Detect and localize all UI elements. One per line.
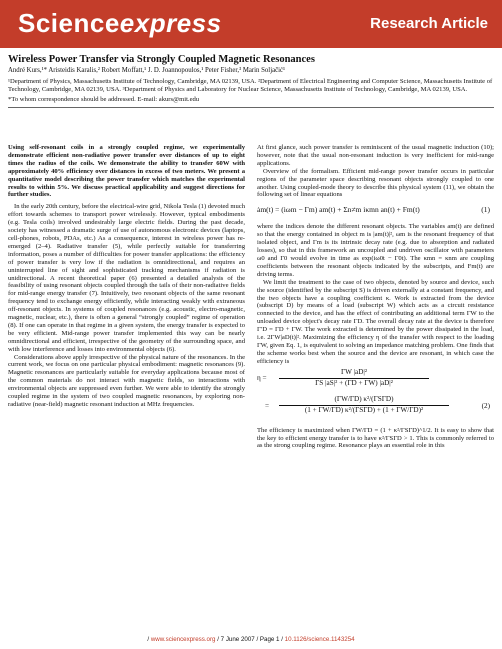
- equation-2-denominator-1: ΓS |aS|² + (ΓD + ΓW) |aD|²: [315, 378, 393, 387]
- efficiency-paragraph: The efficiency is maximized when ΓW/ΓD = (1 + κ²/ΓSΓD)^1/2. It is easy to show that the key to efficient energy transfer is to have κ²/ΓSΓD > 1. This is commonly referred to as the strong coupling regime. Resonance plays an essential role in this: [257, 426, 494, 450]
- equation-1: [257, 202, 494, 220]
- equation-2-numerator-2: (ΓW/ΓD) κ²/(ΓSΓD): [334, 394, 394, 403]
- page-footer: [0, 636, 502, 643]
- equation-2: [257, 369, 494, 425]
- right-column: [257, 144, 494, 450]
- equals-sign: =: [265, 401, 270, 410]
- left-column: [8, 144, 245, 409]
- equation-2-numerator-1: ΓW |aD|²: [340, 367, 368, 376]
- induction-paragraph: At first glance, such power transfer is reminiscent of the usual magnetic induction (10); however, note that the usual non-resonant induction is very inefficient for mid-range applications.: [257, 144, 494, 167]
- variables-paragraph: where the indices denote the different resonant objects. The variables am(t) are defined so that the energy contained in object m is |am(t)|², ωm is the resonant frequency of that isolated object, and Γm is its intrinsic decay rate (e.g. due to absorption and radiated losses), so that in this framework an uncoupled and undriven oscillator with parameters ω0 and Γ0 would evolve in time as exp(iω0t − Γ0t). The κmn = κnm are coupling coefficients between the resonant objects indicated by the subscripts, and Fm(t) are driving terms.: [257, 223, 494, 278]
- formalism-paragraph: Overview of the formalism. Efficient mid-range power transfer occurs in particular regions of the parameter space describing resonant objects strongly coupled to one another. Using coupled-mode theory to describe this physical system (11), we obtain the following set of linear equations: [257, 167, 494, 199]
- equation-2-number: (2): [481, 401, 490, 410]
- header-rule: [8, 107, 494, 108]
- logo-express: express: [119, 8, 222, 38]
- magnetic-resonance-paragraph: Considerations above apply irrespective of the physical nature of the resonances. In the current work, we focus on one particular physical embodiment: magnetic resonances (9). Magnetic resonances are particularly suitable for everyday applications because most of the common materials do not interact with magnetic fields, so interactions with environmental objects are suppressed even further. We were able to identify the strongly coupled regime in the system of two coupled magnetic resonances, by exploring non-radiative (near-field) magnetic resonant induction at MHz frequencies.: [8, 353, 245, 408]
- equation-2-lhs: η =: [257, 373, 267, 382]
- equation-2-fraction-2: [279, 396, 449, 415]
- author-list: André Kurs,¹* Aristeidis Karalis,² Robert Moffatt,¹ J. D. Joannopoulos,¹ Peter Fisher,³ Marin Soljačić¹: [8, 67, 286, 74]
- equation-1-body: ȧm(t) = (iωm − Γm) am(t) + Σn≠m iκmn an(t) + Fm(t): [257, 205, 420, 215]
- footer-date-page: / 7 June 2007 / Page 1 /: [215, 636, 285, 643]
- two-object-paragraph: We limit the treatment to the case of two objects, denoted by source and device, such the source (identified by the subscript S) is driven externally at a constant frequency, and the two objects have a coupling coefficient κ. Work is extracted from the device (subscript D) by means of a load (subscript W) which acts as a circuit resistance connected to the device, and has the effect of contributing an additional term ΓW to the unloaded device object's decay rate ΓD. The overall decay rate at the device is therefore Γ′D = ΓD + ΓW. The work extracted is determined by the power dissipated in the load, i.e. 2ΓW|aD(t)|². Maximizing the efficiency η of the transfer with respect to the loading ΓW, given Eq. 1, is equivalent to solving an impedance matching problem. One finds that the scheme works best when the source and the device are resonant, in which case the efficiency is: [257, 278, 494, 365]
- journal-logo: [18, 8, 222, 39]
- footer-doi[interactable]: 10.1126/science.1143254: [284, 636, 355, 643]
- footer-prefix: /: [147, 636, 151, 643]
- correspondence: *To whom correspondence should be addressed. E-mail: akurs@mit.edu: [8, 96, 200, 103]
- equation-2-fraction-1: [279, 369, 429, 388]
- affiliations: ¹Department of Physics, Massachusetts Institute of Technology, Cambridge, MA 02139, USA. ²Department of Electrical Engineering and Computer Science, Massachusetts Institute of Technology, Cambridge, MA 02139, USA. ³Department of Physics and Laboratory for Nuclear Science, Massachusetts Institute of Technology, Cambridge, MA 02139, USA.: [8, 78, 493, 93]
- equation-2-denominator-2: (1 + ΓW/ΓD) κ²/(ΓSΓD) + (1 + ΓW/ΓD)²: [304, 405, 424, 414]
- article-page: [8, 54, 494, 450]
- abstract: Using self-resonant coils in a strongly coupled regime, we experimentally demonstrate efficient non-radiative power transfer over distances of up to eight times the radius of the coils. We demonstrate the ability to transfer 60W with approximately 40% efficiency over distances in excess of two meters. We present a quantitative model describing the power transfer which matches the experimental results to within 5%. We discuss practical applicability and suggest directions for further studies.: [8, 144, 245, 199]
- journal-banner: [0, 0, 502, 48]
- equation-1-number: (1): [481, 205, 490, 215]
- footer-url[interactable]: www.sciencexpress.org: [150, 636, 216, 643]
- logo-main: Science: [18, 8, 120, 38]
- section-label: Research Article: [370, 15, 488, 32]
- paper-title: Wireless Power Transfer via Strongly Coupled Magnetic Resonances: [8, 54, 315, 65]
- intro-paragraph: In the early 20th century, before the electrical-wire grid, Nikola Tesla (1) devoted much effort towards schemes to transport power wirelessly. However, typical embodiments (e.g. Tesla coils) involved undesirably large electric fields. During the past decade, society has witnessed a dramatic surge of use of autonomous electronic devices (laptops, cell-phones, robots, PDAs, etc.) As a consequence, interest in wireless power has re-emerged (2–4). Radiative transfer (5), while perfectly suitable for transferring information, poses a number of difficulties for power transfer applications: the efficiency of power transfer is very low if the radiation is omnidirectional, and requires an uninterrupted line of sight and sophisticated tracking mechanisms if radiation is unidirectional. A recent theoretical paper (6) presented a detailed analysis of the feasibility of using resonant objects coupled through the tails of their non-radiative fields for mid-range energy transfer (7). Intuitively, two resonant objects of the same resonant frequency tend to exchange energy efficiently, while interacting weakly with extraneous off-resonant objects. In systems of coupled resonances (e.g. acoustic, electro-magnetic, magnetic, nuclear, etc.), there is often a general “strongly coupled” regime of operation (8). If one can operate in that regime in a given system, the energy transfer is expected to be very efficient. Mid-range power transfer implemented this way can be nearly omnidirectional and efficient, irrespective of the geometry of the surrounding space, and with low interference and losses into environmental objects (6).: [8, 203, 245, 353]
